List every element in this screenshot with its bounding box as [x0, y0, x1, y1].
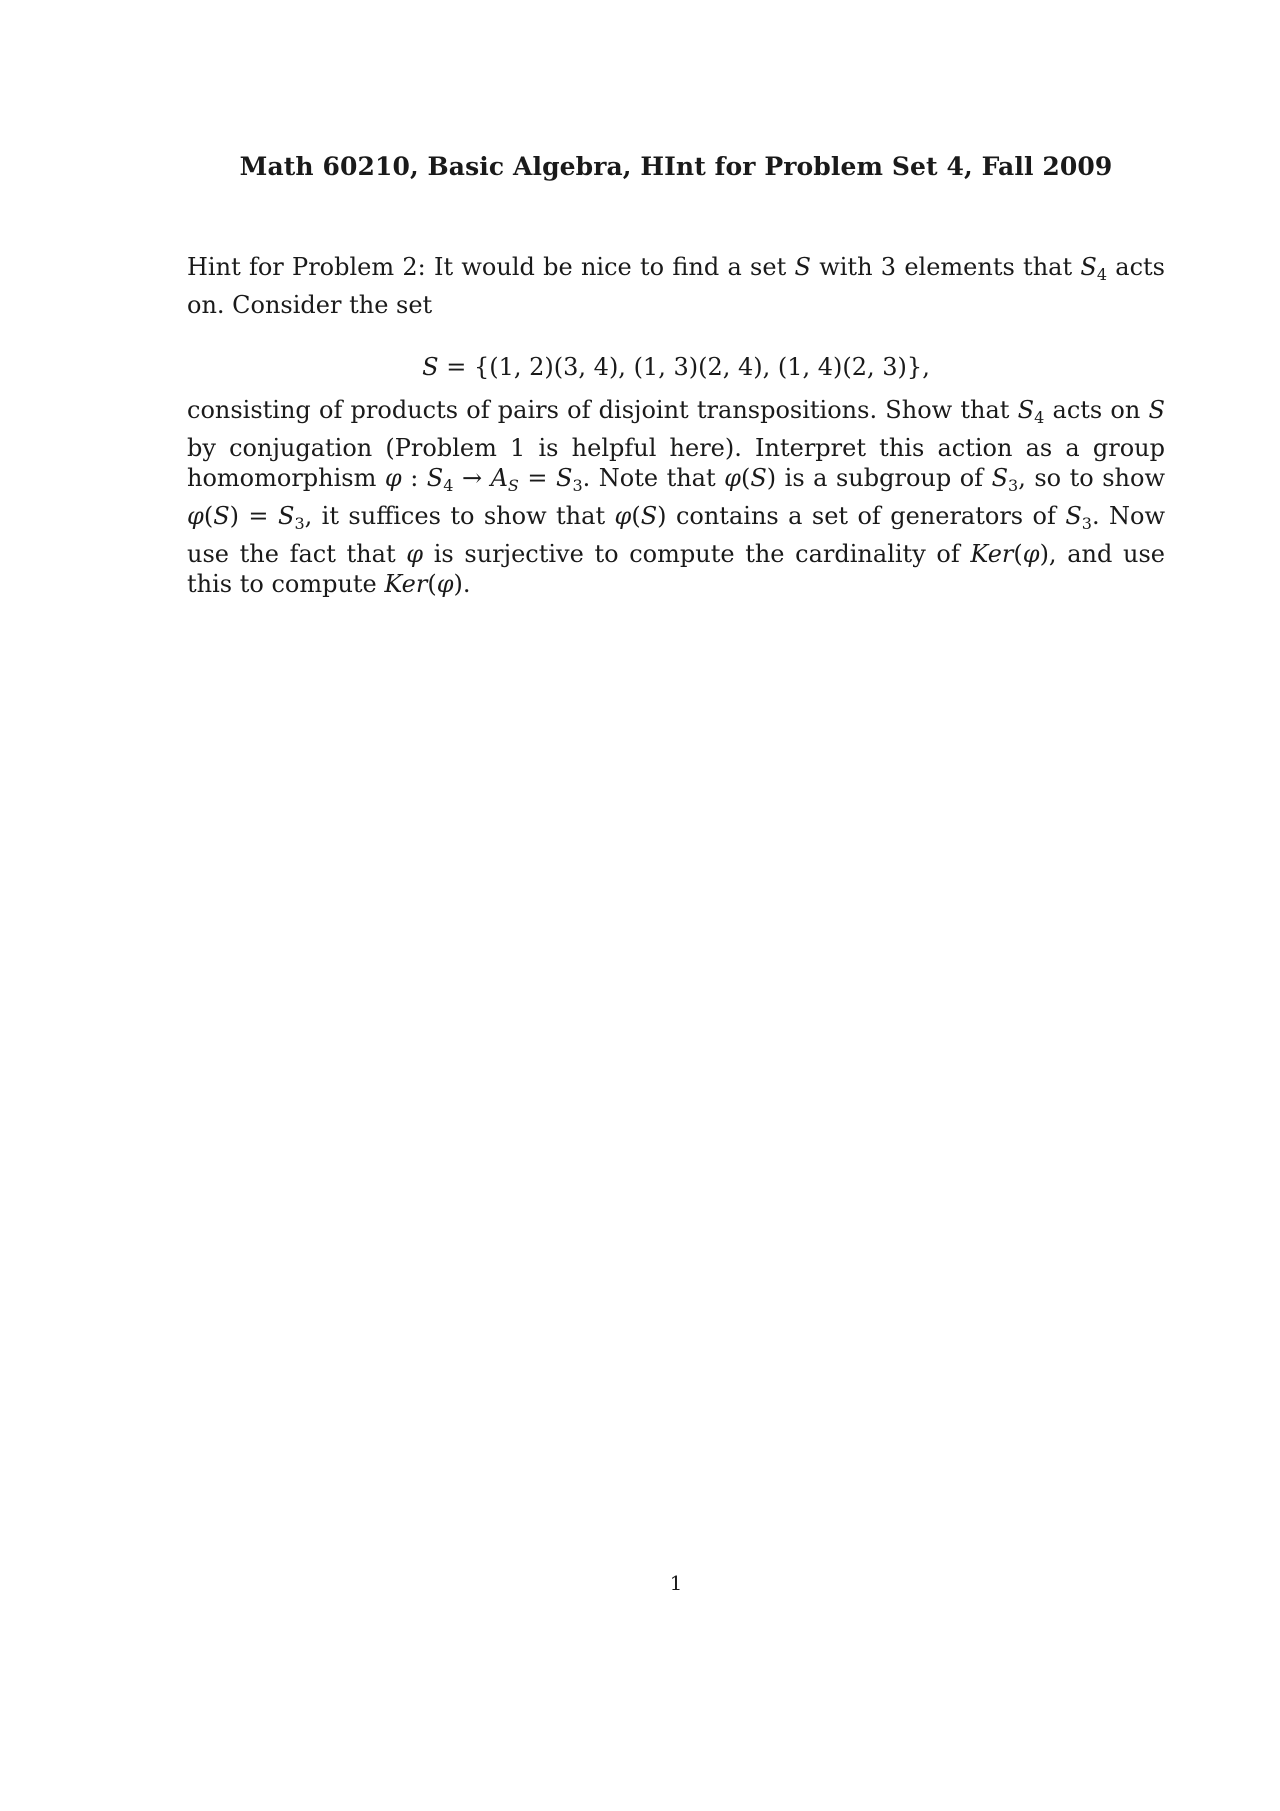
math-symbol: φ — [614, 502, 632, 530]
text-run: = — [518, 464, 556, 492]
text-run: ( — [1013, 540, 1023, 568]
page-title: Math 60210, Basic Algebra, HInt for Problem Set 4, Fall 2009 — [239, 152, 1113, 181]
math-symbol: S — [794, 253, 811, 281]
text-run: by conjugation (Problem 1 is helpful here). Interpret this action as a group homomorphism — [187, 434, 1165, 492]
equation-rhs: = {(1, 2)(3, 4), (1, 3)(2, 4), (1, 4)(2, 3)}, — [438, 353, 930, 381]
math-symbol: S — [1148, 396, 1165, 424]
text-run: ) contains a set of generators of — [657, 502, 1066, 530]
text-run: → — [453, 464, 491, 492]
text-run: ) is a subgroup of — [766, 464, 992, 492]
text-run: . Note that — [582, 464, 725, 492]
text-run: acts on. Consider the set — [187, 253, 1165, 319]
math-symbol: φ — [187, 502, 204, 530]
text-run: consisting of products of pairs of disjoint transpositions. Show that — [187, 396, 1018, 424]
math-symbol: S — [213, 502, 230, 530]
text-run: , it suffices to show that — [304, 502, 615, 530]
math-symbol: φ — [436, 570, 454, 598]
math-subscript: 3 — [1081, 514, 1092, 533]
math-subscript: 3 — [294, 514, 305, 533]
text-run: ( — [631, 502, 641, 530]
math-symbol: S — [991, 464, 1009, 492]
math-subscript: 3 — [1008, 476, 1019, 495]
math-subscript: 3 — [572, 476, 583, 495]
math-subscript: S — [507, 476, 519, 495]
math-symbol: φ — [406, 540, 424, 568]
page-number: 1 — [669, 1571, 683, 1595]
math-symbol: φ — [724, 464, 741, 492]
text-run: ), and use this to compute — [187, 540, 1165, 598]
text-run: ( — [203, 502, 214, 530]
text-run: ( — [427, 570, 437, 598]
text-run: ) = — [229, 502, 278, 530]
math-symbol: S — [556, 464, 573, 492]
hint-paragraph-1 — [187, 252, 1165, 320]
math-symbol: S — [750, 464, 767, 492]
math-symbol: S — [1065, 502, 1082, 530]
math-subscript: 4 — [443, 476, 454, 495]
math-symbol: Ker — [384, 570, 428, 598]
math-symbol: φ — [1022, 540, 1040, 568]
math-symbol: S — [1080, 253, 1097, 281]
set-equation — [0, 352, 1280, 382]
math-symbol: S — [1017, 396, 1035, 424]
math-symbol: S — [640, 502, 658, 530]
text-run: ). — [453, 570, 471, 598]
text-run: is surjective to compute the cardinality of — [423, 540, 971, 568]
text-run: . Now use the fact that — [187, 502, 1166, 568]
text-run: ( — [740, 464, 751, 492]
text-run: with 3 elements that — [810, 253, 1081, 281]
math-subscript: 4 — [1034, 408, 1045, 427]
text-run: acts on — [1044, 396, 1149, 424]
math-symbol: S — [277, 502, 295, 530]
math-symbol: Ker — [970, 540, 1014, 568]
text-run: Hint for Problem 2: It would be nice to find a set — [187, 253, 795, 281]
math-symbol: A — [490, 464, 508, 492]
math-symbol: S — [426, 464, 444, 492]
math-symbol: S — [422, 353, 439, 381]
text-run: , so to show — [1018, 464, 1165, 492]
hint-paragraph-2 — [187, 395, 1165, 599]
math-subscript: 4 — [1096, 265, 1108, 284]
text-run: : — [401, 464, 427, 492]
math-symbol: φ — [384, 464, 402, 492]
